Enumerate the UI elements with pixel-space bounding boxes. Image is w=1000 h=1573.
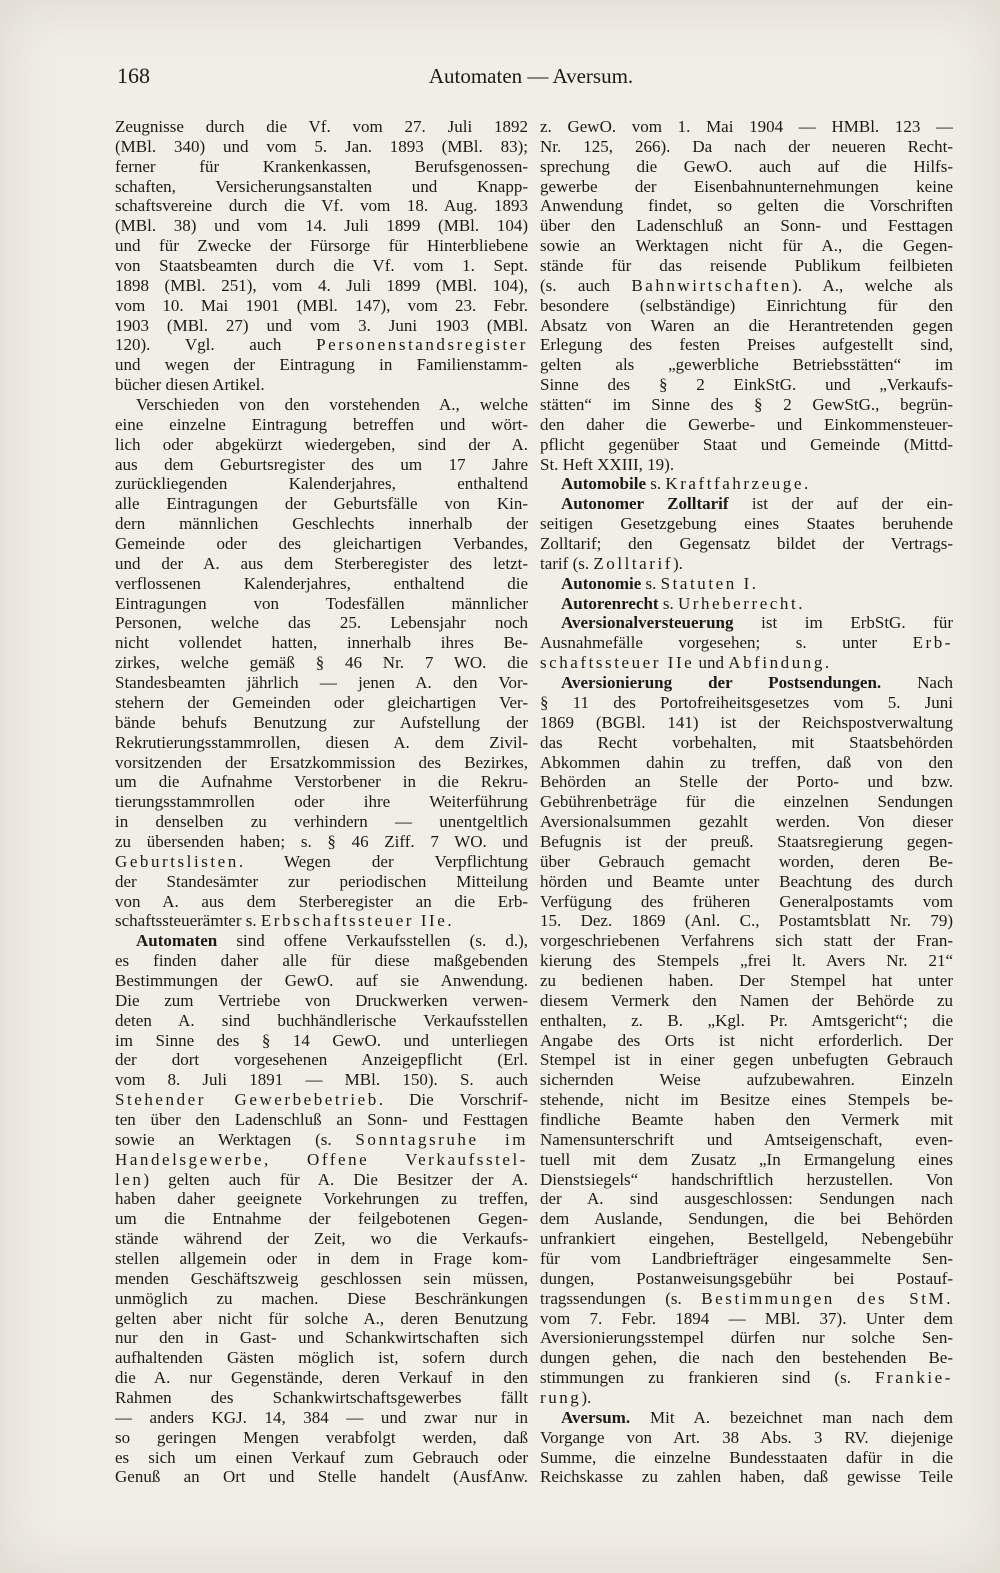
text-line: sichernden Weise aufzubewahren. Einzeln bbox=[540, 1070, 953, 1090]
text-line: alle Eintragungen der Geburtsfälle von Kin- bbox=[115, 494, 528, 514]
text-line bbox=[540, 633, 953, 653]
text-line: eine einzelne Eintragung betreffen und wört- bbox=[115, 414, 528, 434]
cross-reference: Zolltarif bbox=[593, 553, 673, 573]
cross-reference: Kraftfahrzeuge bbox=[665, 474, 804, 494]
text-line: nur den in Gast- und Schankwirtschaften sich bbox=[115, 1328, 528, 1348]
paragraph bbox=[540, 574, 953, 594]
text-line: Personen, welche das 25. Lebensjahr noch bbox=[115, 613, 528, 633]
headword: Autorenrecht bbox=[561, 593, 659, 613]
text-line: stätten“ im Sinne des § 2 GewStG., begrün- bbox=[540, 395, 953, 415]
text-line: gelten als „gewerbliche Betriebsstätten“ im bbox=[540, 355, 953, 375]
text-line: Bestimmungen der GewO. auf sie Anwendung. bbox=[115, 970, 528, 990]
text-line: der A. sind ausgeschlossen: Sendungen nach bbox=[540, 1189, 953, 1209]
text-line: Sinne des § 2 EinkStG. und „Verkaufs- bbox=[540, 375, 953, 395]
cross-reference: Personenstandsregister bbox=[316, 335, 528, 355]
text-line: Namensunterschrift und Amtseigenschaft, even- bbox=[540, 1129, 953, 1149]
text-line: Befugnis ist der preuß. Staatsregierung gegen- bbox=[540, 831, 953, 851]
text-line: (MBl. 340) und vom 5. Jan. 1893 (MBl. 83); bbox=[115, 136, 528, 156]
text-run: ). A., welche als bbox=[792, 275, 953, 295]
text-line: 1898 (MBl. 251), vom 4. Juli 1899 (MBl. 104), bbox=[115, 275, 528, 295]
headword: Autonomer Zolltarif bbox=[561, 494, 729, 514]
text-line: Gebührenbeträge für die einzelnen Sendungen bbox=[540, 792, 953, 812]
cross-reference: Geburtslisten bbox=[115, 851, 239, 871]
text-line: so geringen Mengen verabfolgt werden, daß bbox=[115, 1427, 528, 1447]
text-line: Angabe des Orts ist nicht erforderlich. Der bbox=[540, 1030, 953, 1050]
text-run: . bbox=[803, 474, 809, 494]
cross-reference: len bbox=[115, 1169, 144, 1189]
text-line: der Standesämter zur periodischen Mitteilung bbox=[115, 871, 528, 891]
text-line: Verschieden von den vorstehenden A., welche bbox=[136, 395, 528, 415]
text-line: stellen allgemein oder in dem in Frage kom- bbox=[115, 1248, 528, 1268]
text-line bbox=[540, 474, 953, 494]
text-line: und wegen der Eintragung in Familienstamm- bbox=[115, 355, 528, 375]
cross-reference: schaftssteuer IIe bbox=[540, 653, 695, 673]
paragraph bbox=[540, 1408, 953, 1487]
text-line: seitigen Gesetzgebung eines Staates beruhende bbox=[540, 514, 953, 534]
text-line: diesem Vermerk den Namen der Behörde zu bbox=[540, 990, 953, 1010]
text-run: sowie an Werktagen (s. bbox=[115, 1129, 356, 1149]
paragraph bbox=[540, 673, 953, 1408]
text-line: Verfügung des früheren Generalpostamts vom bbox=[540, 891, 953, 911]
text-run: sind offene Verkaufsstellen (s. d.), bbox=[217, 931, 528, 951]
running-title: Automaten — Aversum. bbox=[428, 64, 634, 88]
text-line: aus dem Geburtsregister des um 17 Jahre bbox=[115, 454, 528, 474]
text-line: von A. aus dem Sterberegister an die Erb- bbox=[115, 891, 528, 911]
text-line: § 11 des Portofreiheitsgesetzes vom 5. Juni bbox=[540, 692, 953, 712]
text-line bbox=[540, 1388, 953, 1408]
text-line: Rekrutierungsstammrollen, diesen A. dem Zivil- bbox=[115, 732, 528, 752]
text-run: ). bbox=[581, 1388, 592, 1407]
text-line: zu bedienen haben. Der Stempel hat unter bbox=[540, 970, 953, 990]
text-line: vorsitzenden der Ersatzkommission des Bezirkes, bbox=[115, 752, 528, 772]
cross-reference: Frankie- bbox=[875, 1368, 953, 1388]
text-line: aufhaltenden Gästen möglich ist, sofern durch bbox=[115, 1348, 528, 1368]
text-line: dem Auslande, Sendungen, die bei Behörden bbox=[540, 1209, 953, 1229]
text-line: Aversionalsummen gezahlt werden. Von dieser bbox=[540, 812, 953, 832]
cross-reference: Handelsgewerbe, Offene Verkaufsstel- bbox=[115, 1149, 528, 1169]
text-line: haben daher geeignete Vorkehrungen zu treffen, bbox=[115, 1189, 528, 1209]
text-line: Eintragungen von Todesfällen männlicher bbox=[115, 593, 528, 613]
text-run: . bbox=[824, 653, 830, 673]
text-line bbox=[115, 1090, 528, 1110]
text-line: St. Heft XXIII, 19). bbox=[540, 454, 675, 474]
text-line: um die Aufnahme Verstorbener in die Rekru- bbox=[115, 772, 528, 792]
text-line: sowie an Werktagen nicht für A., die Gegen- bbox=[540, 236, 953, 256]
text-run: Mit A. bezeichnet man nach dem bbox=[630, 1407, 953, 1427]
paragraph bbox=[115, 395, 528, 931]
text-run: ist der auf der ein- bbox=[728, 494, 953, 514]
text-line: vorgeschriebenen Verfahrens sich statt der Fran- bbox=[540, 931, 953, 951]
text-line: schaften, Versicherungsanstalten und Knapp- bbox=[115, 176, 528, 196]
text-line: Stempel ist in einer gegen unbefugten Gebrauch bbox=[540, 1050, 953, 1070]
text-line: stehende, nicht im Besitze eines Stempels be- bbox=[540, 1090, 953, 1110]
text-line: gewerbe der Eisenbahnunternehmungen keine bbox=[540, 176, 953, 196]
text-line bbox=[540, 1408, 953, 1428]
text-line: gelten aber nicht für solche A., deren Benutzung bbox=[115, 1308, 528, 1328]
text-line: Rahmen des Schankwirtschaftsgewerbes fällt bbox=[115, 1388, 528, 1407]
text-line: es sich um einen Verkauf zum Gebrauch oder bbox=[115, 1447, 528, 1467]
text-line: Gemeinde oder des gleichartigen Verbandes, bbox=[115, 534, 528, 554]
paragraph bbox=[540, 117, 953, 474]
text-run: Nach bbox=[881, 673, 953, 693]
text-line: stehern der Gemeinden oder gleichartigen Ver- bbox=[115, 692, 528, 712]
text-line: 1903 (MBl. 27) und vom 3. Juni 1903 (MBl. bbox=[115, 315, 528, 335]
text-line bbox=[540, 613, 953, 633]
text-line bbox=[540, 1368, 953, 1388]
text-line: verflossenen Kalenderjahres, enthaltend die bbox=[115, 573, 528, 593]
text-line: Zeugnisse durch die Vf. vom 27. Juli 1892 bbox=[115, 117, 528, 136]
text-line: Vorgange von Art. 38 Abs. 3 RV. diejenige bbox=[540, 1427, 953, 1447]
text-line: Anwendung findet, so gelten die Vorschriften bbox=[540, 196, 953, 216]
text-line: dungen gehen, die nach den bestehenden Be- bbox=[540, 1348, 953, 1368]
text-line: besondere (selbständige) Einrichtung für den bbox=[540, 295, 953, 315]
text-run: tragssendungen (s. bbox=[540, 1288, 702, 1308]
paragraph bbox=[540, 594, 953, 614]
text-line: Die zum Vertriebe von Druckwerken verwen- bbox=[115, 990, 528, 1010]
text-run: stimmungen zu frankieren sind (s. bbox=[540, 1368, 875, 1388]
text-line: (MBl. 38) und vom 14. Juli 1899 (MBl. 104) bbox=[115, 216, 528, 236]
text-line bbox=[540, 554, 953, 574]
text-run: tarif (s. bbox=[540, 553, 594, 573]
page-number: 168 bbox=[117, 63, 150, 88]
text-run: . Wegen der Verpflichtung bbox=[238, 851, 528, 871]
text-line bbox=[115, 911, 528, 931]
text-run: . bbox=[751, 573, 757, 593]
text-line: die A. nur Gegenstände, deren Verkauf in den bbox=[115, 1368, 528, 1388]
text-line: findliche Beamte haben den Vermerk mit bbox=[540, 1109, 953, 1129]
text-line: Zolltarif; den Gegensatz bildet der Vertrags- bbox=[540, 534, 953, 554]
text-line bbox=[115, 1150, 528, 1170]
text-line bbox=[540, 1289, 953, 1309]
text-line: zirkes, welche gemäß § 46 Nr. 7 WO. die bbox=[115, 653, 528, 673]
paragraph bbox=[540, 494, 953, 573]
text-line: vom 8. Juli 1891 — MBl. 150). S. auch bbox=[115, 1070, 528, 1090]
text-line bbox=[540, 653, 953, 673]
text-line: pflicht gegenüber Staat und Gemeinde (Mittd- bbox=[540, 434, 953, 454]
cross-reference: Abfindung bbox=[728, 653, 825, 673]
text-line bbox=[115, 852, 528, 872]
cross-reference: rung bbox=[540, 1388, 582, 1407]
headword: Automobile bbox=[561, 474, 646, 494]
text-line: vom 10. Mai 1901 (MBl. 147), vom 23. Febr. bbox=[115, 295, 528, 315]
cross-reference: Bahnwirtschaften bbox=[631, 275, 793, 295]
text-line: über Gebrauch gemacht worden, deren Be- bbox=[540, 851, 953, 871]
text-line: um die Entnahme der feilgebotenen Gegen- bbox=[115, 1209, 528, 1229]
text-line: hörden und Beamte unter Beachtung des durch bbox=[540, 871, 953, 891]
cross-reference: Statuten I bbox=[660, 573, 752, 593]
text-run: . bbox=[447, 911, 452, 931]
text-line: im Sinne des § 14 GewO. und unterliegen bbox=[115, 1030, 528, 1050]
headword: Autonomie bbox=[561, 573, 642, 593]
text-line: das Recht vorbehalten, mit Staatsbehörden bbox=[540, 732, 953, 752]
text-line: Summe, die einzelne Bundesstaaten dafür in die bbox=[540, 1447, 953, 1467]
text-line: Standesbeamten jährlich — jenen A. den Vor- bbox=[115, 673, 528, 693]
text-line: deten A. sind buchhändlerische Verkaufsstellen bbox=[115, 1010, 528, 1030]
text-run: ) gelten auch für A. Die Besitzer der A. bbox=[143, 1169, 528, 1189]
text-run: und bbox=[694, 653, 729, 673]
cross-reference: Sonntagsruhe im bbox=[355, 1129, 528, 1149]
text-line bbox=[540, 673, 953, 693]
text-line: Genuß an Ort und Stelle handelt (AusfAnw. bbox=[115, 1467, 528, 1487]
text-line: unmöglich zu machen. Diese Beschränkungen bbox=[115, 1288, 528, 1308]
text-line: stände während der Zeit, wo die Verkaufs- bbox=[115, 1229, 528, 1249]
cross-reference: Stehender Gewerbebetrieb bbox=[115, 1090, 379, 1110]
text-line bbox=[115, 1170, 528, 1190]
headword: Automaten bbox=[136, 931, 218, 951]
text-line: bände behufs Benutzung zur Aufstellung der bbox=[115, 712, 528, 732]
text-line: dern männlichen Geschlechts innerhalb der bbox=[115, 514, 528, 534]
text-line: unfrankiert eingehen, Bestellgeld, Nebengebühr bbox=[540, 1229, 953, 1249]
text-line: dungen, Postanweisungsgebühr bei Postauf- bbox=[540, 1268, 953, 1288]
cross-reference: Erbschaftssteuer IIe bbox=[260, 911, 448, 931]
text-line: Behörden an Stelle der Porto- und bzw. bbox=[540, 772, 953, 792]
text-line: und für Zwecke der Fürsorge für Hinterbliebene bbox=[115, 236, 528, 256]
text-run: ). bbox=[672, 553, 683, 573]
text-line bbox=[540, 494, 953, 514]
paragraph bbox=[540, 613, 953, 673]
text-run: s. bbox=[658, 593, 678, 613]
text-line: für vom Landbriefträger eingesammelte Sen- bbox=[540, 1248, 953, 1268]
left-column bbox=[115, 117, 528, 1487]
text-line: enthalten, z. B. „Kgl. Pr. Amtsgericht“; die bbox=[540, 1010, 953, 1030]
text-line: es finden daher alle für diese maßgebenden bbox=[115, 951, 528, 971]
text-run: . bbox=[798, 593, 803, 613]
right-column bbox=[540, 117, 953, 1487]
text-line: den daher die Gewerbe- und Einkommensteuer- bbox=[540, 414, 953, 434]
text-line: tuell mit dem Zusatz „In Ermangelung eines bbox=[540, 1149, 953, 1169]
cross-reference: Urheberrecht bbox=[677, 593, 799, 613]
text-line: Absatz von Waren an die Herantretenden gegen bbox=[540, 315, 953, 335]
text-line: und der A. aus dem Sterberegister des letzt- bbox=[115, 553, 528, 573]
text-line: lich oder abgekürzt wiedergeben, sind der A. bbox=[115, 434, 528, 454]
headword: Aversionalversteuerung bbox=[561, 613, 734, 633]
text-line: menden Geschäftszweig geschlossen sein müssen, bbox=[115, 1268, 528, 1288]
text-line: zurückliegenden Kalenderjahres, enthaltend bbox=[115, 474, 528, 494]
text-line: Dienstsiegels“ handschriftlich herzustellen. Von bbox=[540, 1169, 953, 1189]
text-line: kierung des Stempels „frei lt. Avers Nr. 21“ bbox=[540, 951, 953, 971]
text-line: ferner für Krankenkassen, Berufsgenossen- bbox=[115, 156, 528, 176]
text-line: ten über den Ladenschluß an Sonn- und Festtagen bbox=[115, 1109, 528, 1129]
text-line: von Staatsbeamten durch die Vf. vom 1. Sept. bbox=[115, 256, 528, 276]
text-line bbox=[540, 574, 953, 594]
text-run: 120). Vgl. auch bbox=[115, 335, 317, 355]
text-run: (s. auch bbox=[540, 275, 632, 295]
headword: Aversionierung der Postsendungen. bbox=[561, 673, 882, 693]
text-line: sprechung die GewO. auch auf die Hilfs- bbox=[540, 156, 953, 176]
text-run: s. bbox=[646, 474, 666, 494]
text-run: . Die Vorschrif- bbox=[378, 1090, 528, 1110]
cross-reference: Erb- bbox=[912, 633, 953, 653]
text-line: in denselben zu verhindern — unentgeltlich bbox=[115, 812, 528, 832]
text-line: bücher diesen Artikel. bbox=[115, 375, 265, 395]
text-line: 15. Dez. 1869 (Anl. C., Postamtsblatt Nr. 79) bbox=[540, 911, 953, 931]
paragraph bbox=[115, 931, 528, 1487]
text-run: ist im ErbStG. für bbox=[733, 613, 953, 633]
text-run: schaftssteuerämter s. bbox=[115, 911, 261, 931]
text-line: Nr. 125, 266). Da nach der neueren Recht- bbox=[540, 136, 953, 156]
text-line bbox=[540, 276, 953, 296]
text-line: Abkommen dahin zu treffen, daß von den bbox=[540, 752, 953, 772]
paragraph bbox=[540, 474, 953, 494]
text-run: s. bbox=[641, 573, 661, 593]
text-line bbox=[115, 931, 528, 951]
text-line: schaftsvereine durch die Vf. vom 18. Aug. 1893 bbox=[115, 196, 528, 216]
text-line: zu übersenden haben; s. § 46 Ziff. 7 WO. und bbox=[115, 831, 528, 851]
text-line bbox=[115, 1130, 528, 1150]
text-line: Reichskasse zu zahlen haben, daß gewisse Teile bbox=[540, 1467, 953, 1487]
text-line bbox=[115, 335, 528, 355]
text-line: nicht vollendet hatten, innerhalb ihres Be- bbox=[115, 633, 528, 653]
headword: Aversum. bbox=[561, 1407, 631, 1427]
text-line: Aversionierungsstempel dürfen nur solche Sen- bbox=[540, 1328, 953, 1348]
text-line: vom 7. Febr. 1894 — MBl. 37). Unter dem bbox=[540, 1308, 953, 1328]
text-line: über den Ladenschluß an Sonn- und Festtagen bbox=[540, 216, 953, 236]
text-line: 1869 (BGBl. 141) ist der Reichspostverwaltung bbox=[540, 712, 953, 732]
text-line bbox=[540, 594, 953, 614]
cross-reference: Bestimmungen des StM. bbox=[701, 1288, 953, 1308]
text-line: z. GewO. vom 1. Mai 1904 — HMBl. 123 — bbox=[540, 117, 953, 136]
text-line: der dort vorgesehenen Anzeigepflicht (Erl. bbox=[115, 1050, 528, 1070]
text-line: tierungsstammrollen oder ihre Weiterführung bbox=[115, 792, 528, 812]
paragraph bbox=[115, 117, 528, 395]
text-run: Ausnahmefälle vorgesehen; s. unter bbox=[540, 633, 913, 653]
text-line: — anders KGJ. 14, 384 — und zwar nur in bbox=[115, 1407, 528, 1427]
text-line: Erlegung des festen Preises aufgestellt sind, bbox=[540, 335, 953, 355]
text-line: stände für das reisende Publikum feilbieten bbox=[540, 256, 953, 276]
